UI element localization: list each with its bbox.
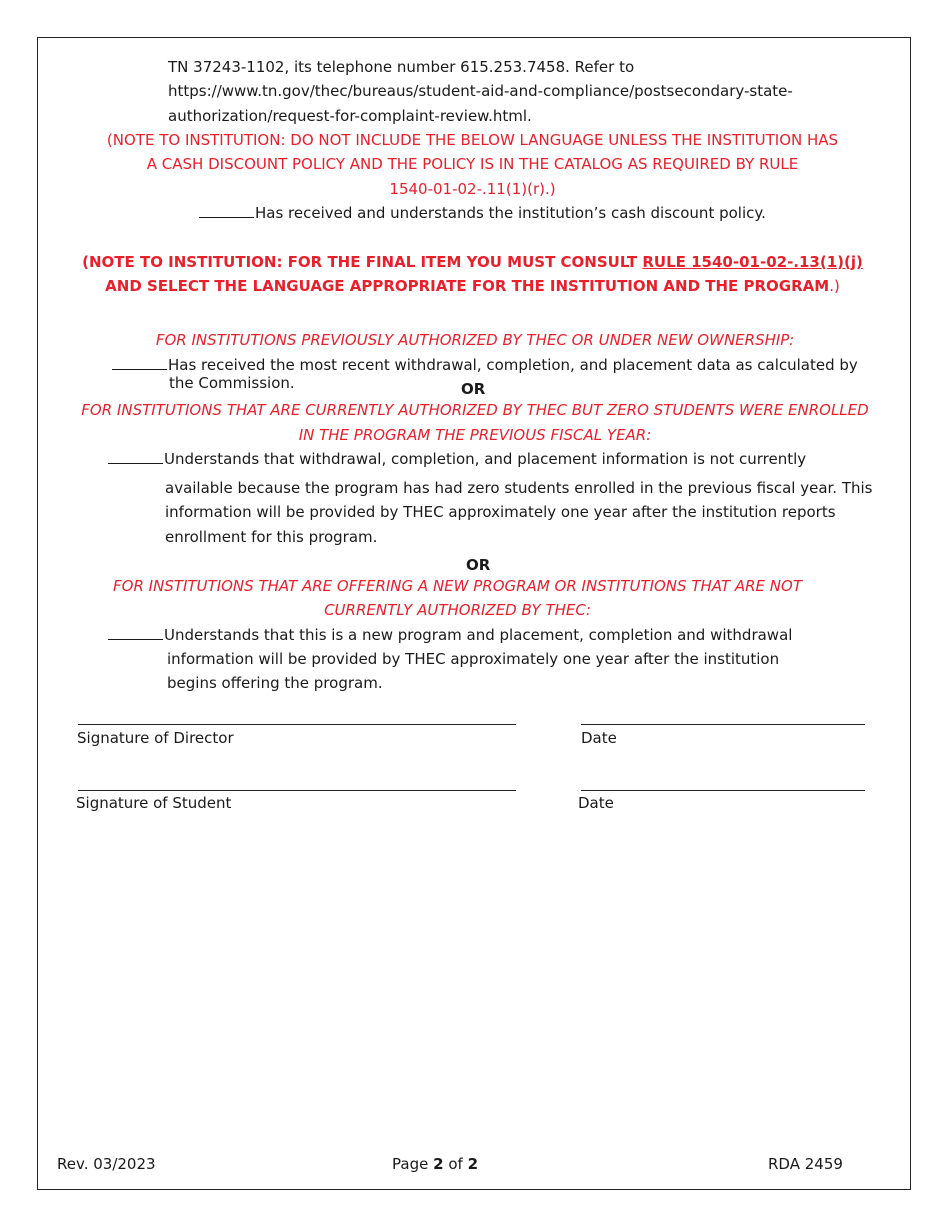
option-b-heading-2: IN THE PROGRAM THE PREVIOUS FISCAL YEAR: xyxy=(298,426,652,444)
final-note-line-2 xyxy=(60,274,885,298)
option-b-line-1: Understands that withdrawal, completion, and placement information is not currently xyxy=(164,450,807,468)
director-date-line[interactable] xyxy=(581,724,865,725)
option-c-line-2: information will be provided by THEC approximately one year after the institution xyxy=(167,650,780,668)
rule-link: RULE 1540-01-02-.13(1)(j) xyxy=(642,253,863,271)
initial-blank[interactable] xyxy=(108,625,163,640)
option-c-line-3: begins offering the program. xyxy=(167,674,383,692)
initial-blank[interactable] xyxy=(108,449,163,464)
director-date-label: Date xyxy=(581,729,617,747)
url-line-1: https://www.tn.gov/thec/bureaus/student-aid-and-compliance/postsecondary-state- xyxy=(168,82,793,100)
option-a-line-2: the Commission. xyxy=(169,374,295,392)
option-a-heading: FOR INSTITUTIONS PREVIOUSLY AUTHORIZED BY THEC OR UNDER NEW OWNERSHIP: xyxy=(155,331,795,349)
url-line-2: authorization/request-for-complaint-review.html. xyxy=(168,107,532,125)
final-note-line-1 xyxy=(60,250,885,274)
cash-note-line-1: (NOTE TO INSTITUTION: DO NOT INCLUDE THE BELOW LANGUAGE UNLESS THE INSTITUTION HAS xyxy=(106,131,839,149)
director-signature-label: Signature of Director xyxy=(77,729,234,747)
option-b-line-3: information will be provided by THEC approximately one year after the institution reports xyxy=(165,503,836,521)
option-b-line-4: enrollment for this program. xyxy=(165,528,378,546)
option-b-heading-1: FOR INSTITUTIONS THAT ARE CURRENTLY AUTHORIZED BY THEC BUT ZERO STUDENTS WERE ENROLLED xyxy=(81,401,869,419)
cash-note-line-2: A CASH DISCOUNT POLICY AND THE POLICY IS IN THE CATALOG AS REQUIRED BY RULE xyxy=(146,155,799,173)
option-b-line-2: available because the program has had zero students enrolled in the previous fiscal year. This xyxy=(165,479,873,497)
student-date-line[interactable] xyxy=(581,790,865,791)
option-a-line-1: Has received the most recent withdrawal, completion, and placement data as calculated by xyxy=(168,356,858,374)
option-c-heading-1: FOR INSTITUTIONS THAT ARE OFFERING A NEW PROGRAM OR INSTITUTIONS THAT ARE NOT xyxy=(113,577,802,595)
initial-blank[interactable] xyxy=(199,203,254,218)
page-total: 2 xyxy=(467,1155,479,1173)
of-word: of xyxy=(448,1155,463,1173)
final-note-end: .) xyxy=(829,277,840,295)
final-note-text: (NOTE TO INSTITUTION: FOR THE FINAL ITEM YOU MUST CONSULT xyxy=(82,253,643,271)
director-signature-line[interactable] xyxy=(78,724,516,725)
page-number xyxy=(392,1152,478,1176)
form-id: RDA 2459 xyxy=(768,1155,843,1173)
or-separator-1: OR xyxy=(461,380,486,398)
cash-item-text: Has received and understands the institution’s cash discount policy. xyxy=(255,204,766,222)
final-note-text-2: AND SELECT THE LANGUAGE APPROPRIATE FOR THE INSTITUTION AND THE PROGRAM xyxy=(105,277,830,295)
page-word: Page xyxy=(392,1155,429,1173)
or-separator-2: OR xyxy=(466,556,491,574)
option-b-item xyxy=(108,447,806,471)
student-date-label: Date xyxy=(578,794,614,812)
student-signature-label: Signature of Student xyxy=(76,794,232,812)
option-c-heading-2: CURRENTLY AUTHORIZED BY THEC: xyxy=(324,601,591,619)
page-current: 2 xyxy=(433,1155,444,1173)
option-c-item xyxy=(108,623,792,647)
address-line-1: TN 37243-1102, its telephone number 615.253.7458. Refer to xyxy=(168,58,635,76)
option-c-line-1: Understands that this is a new program and placement, completion and withdrawal xyxy=(164,626,793,644)
cash-item xyxy=(199,201,766,225)
revision-date: Rev. 03/2023 xyxy=(57,1155,156,1173)
initial-blank[interactable] xyxy=(112,355,167,370)
cash-note-line-3: 1540-01-02-.11(1)(r).) xyxy=(389,180,556,198)
